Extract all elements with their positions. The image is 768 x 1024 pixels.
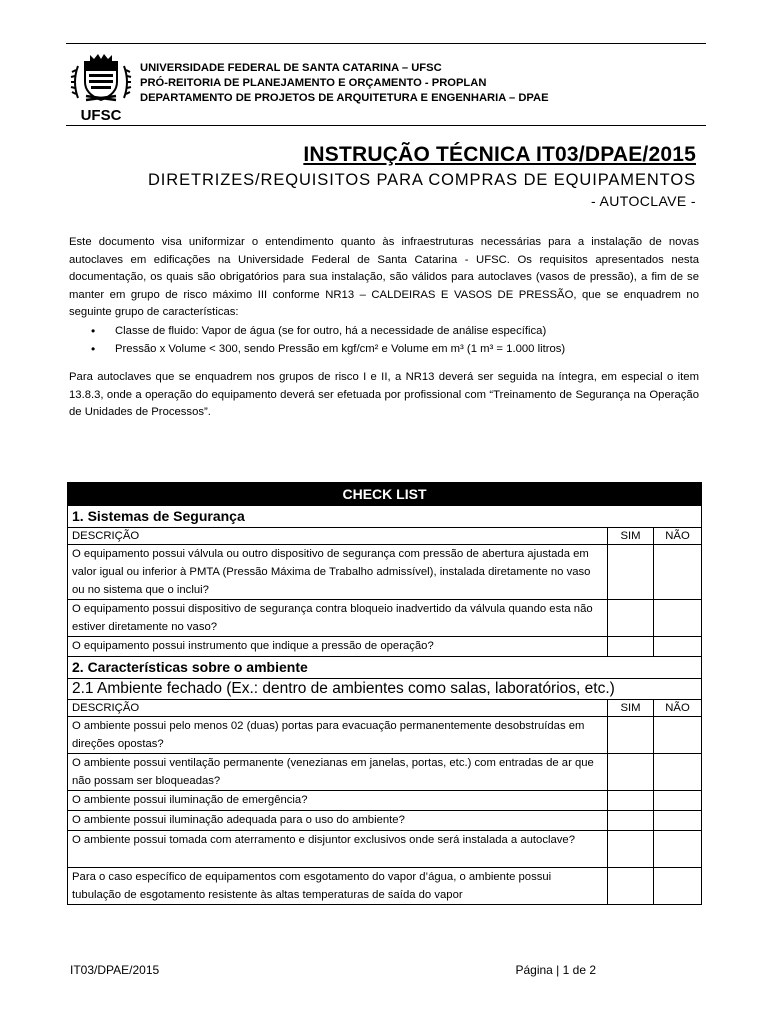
sim-cell[interactable] bbox=[608, 545, 654, 600]
risk-group-paragraph: Para autoclaves que se enquadrem nos grupos de risco I e II, a NR13 deverá ser seguida na íntegra, em especial o item 13.8.3, onde a operação do equipamento deverá ser efetuada por profissional com “Treinamento de Segurança na Operação de Unidades de Processos”. bbox=[69, 370, 699, 419]
intro-section bbox=[69, 234, 699, 422]
characteristics-list bbox=[69, 322, 699, 359]
sim-header: SIM bbox=[608, 528, 654, 545]
nao-cell[interactable] bbox=[654, 791, 702, 811]
nao-cell[interactable] bbox=[654, 754, 702, 791]
institution-header bbox=[140, 61, 549, 106]
document-title: INSTRUÇÃO TÉCNICA IT03/DPAE/2015 bbox=[303, 143, 696, 166]
document-equipment: - AUTOCLAVE - bbox=[590, 193, 696, 209]
table-row bbox=[68, 868, 702, 905]
ufsc-logo bbox=[70, 52, 132, 124]
item-description: O ambiente possui tomada com aterramento e disjuntor exclusivos onde será instalada a autoclave? bbox=[68, 831, 608, 868]
nao-cell[interactable] bbox=[654, 637, 702, 657]
item-description: O equipamento possui dispositivo de segurança contra bloqueio inadvertido da válvula quando esta não estiver diretamente no vaso? bbox=[68, 600, 608, 637]
checklist-title: CHECK LIST bbox=[68, 483, 702, 506]
table-row bbox=[68, 600, 702, 637]
department-name: DEPARTAMENTO DE PROJETOS DE ARQUITETURA E ENGENHARIA – DPAE bbox=[140, 92, 549, 104]
list-item: • Classe de fluido: Vapor de água (se for outro, há a necessidade de análise específica) bbox=[115, 322, 699, 341]
section-1-title: 1. Sistemas de Segurança bbox=[68, 506, 702, 528]
nao-cell[interactable] bbox=[654, 600, 702, 637]
sim-cell[interactable] bbox=[608, 831, 654, 868]
intro-paragraph: Este documento visa uniformizar o entendimento quanto às infraestruturas necessárias para a instalação de novas autoclaves em edificações na Universidade Federal de Santa Catarina - UFSC. Os requisitos apresentados nesta documentação, os quais são obrigatórios para sua instalação, são válidos para autoclaves (vasos de pressão), a fim de se manter em grupo de risco máximo III conforme NR13 – CALDEIRAS E VASOS DE PRESSÃO, que se enquadrem no seguinte grupo de características: bbox=[69, 236, 699, 319]
table-row bbox=[68, 791, 702, 811]
item-description: O ambiente possui pelo menos 02 (duas) portas para evacuação permanentemente desobstruídas em direções opostas? bbox=[68, 717, 608, 754]
nao-header: NÃO bbox=[654, 528, 702, 545]
description-header: DESCRIÇÃO bbox=[68, 700, 608, 717]
header-bottom-rule bbox=[66, 125, 706, 126]
nao-cell[interactable] bbox=[654, 868, 702, 905]
table-row bbox=[68, 754, 702, 791]
item-description: O ambiente possui ventilação permanente (venezianas em janelas, portas, etc.) com entradas de ar que não possam ser bloqueadas? bbox=[68, 754, 608, 791]
sim-cell[interactable] bbox=[608, 791, 654, 811]
column-header-row bbox=[68, 528, 702, 545]
nao-cell[interactable] bbox=[654, 811, 702, 831]
table-row bbox=[68, 637, 702, 657]
sim-cell[interactable] bbox=[608, 754, 654, 791]
pro-rectorate-name: PRÓ-REITORIA DE PLANEJAMENTO E ORÇAMENTO - PROPLAN bbox=[140, 77, 487, 89]
table-row bbox=[68, 831, 702, 868]
sim-cell[interactable] bbox=[608, 717, 654, 754]
section-2-1-title: 2.1 Ambiente fechado (Ex.: dentro de ambientes como salas, laboratórios, etc.) bbox=[68, 679, 702, 700]
header-top-rule bbox=[66, 43, 706, 44]
checklist-table bbox=[67, 482, 702, 905]
table-row bbox=[68, 717, 702, 754]
column-header-row bbox=[68, 700, 702, 717]
university-name: UNIVERSIDADE FEDERAL DE SANTA CATARINA – UFSC bbox=[140, 62, 442, 74]
nao-cell[interactable] bbox=[654, 717, 702, 754]
section-2-title: 2. Características sobre o ambiente bbox=[68, 657, 702, 679]
item-description: O ambiente possui iluminação adequada para o uso do ambiente? bbox=[68, 811, 608, 831]
nao-cell[interactable] bbox=[654, 831, 702, 868]
sim-header: SIM bbox=[608, 700, 654, 717]
item-description: Para o caso específico de equipamentos com esgotamento do vapor d’água, o ambiente possui tubulação de esgotamento resistente às altas temperaturas de saída do vapor bbox=[68, 868, 608, 905]
sim-cell[interactable] bbox=[608, 868, 654, 905]
nao-header: NÃO bbox=[654, 700, 702, 717]
item-description: O equipamento possui instrumento que indique a pressão de operação? bbox=[68, 637, 608, 657]
logo-text: UFSC bbox=[80, 107, 122, 124]
sim-cell[interactable] bbox=[608, 600, 654, 637]
description-header: DESCRIÇÃO bbox=[68, 528, 608, 545]
document-subtitle: DIRETRIZES/REQUISITOS PARA COMPRAS DE EQUIPAMENTOS bbox=[147, 171, 696, 189]
table-row bbox=[68, 545, 702, 600]
table-row bbox=[68, 811, 702, 831]
item-description: O equipamento possui válvula ou outro dispositivo de segurança com pressão de abertura ajustada em valor igual ou inferior à PMTA (Pressão Máxima de Trabalho admissível), instalada diretamente no vaso ou no sistema que o inclui? bbox=[68, 545, 608, 600]
list-item: • Pressão x Volume < 300, sendo Pressão em kgf/cm² e Volume em m³ (1 m³ = 1.000 litros) bbox=[115, 340, 699, 359]
footer-document-code: IT03/DPAE/2015 bbox=[70, 963, 160, 977]
footer-page-number: Página | 1 de 2 bbox=[515, 963, 596, 977]
sim-cell[interactable] bbox=[608, 811, 654, 831]
item-description: O ambiente possui iluminação de emergência? bbox=[68, 791, 608, 811]
sim-cell[interactable] bbox=[608, 637, 654, 657]
nao-cell[interactable] bbox=[654, 545, 702, 600]
